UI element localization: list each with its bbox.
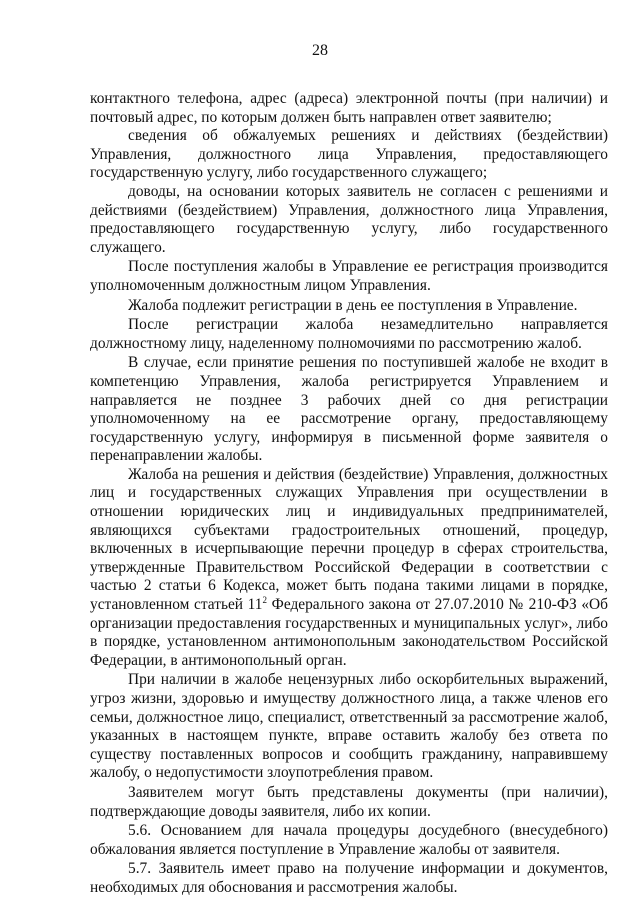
paragraph-appealed-decisions: сведения об обжалуемых решениях и действиях (бездействии) Управления, должностного лица Управления, предоставляющего государственную услугу, либо государственного служащего; [90, 127, 608, 182]
document-body [90, 90, 608, 898]
antimonopoly-text-before: Жалоба на решения и действия (бездействие) Управления, должностных лиц и государственных служащих Управления при осуществлении в отношении юридических лиц и индивидуальных предпринимателей, являющихся субъектами градостроительных отношений, процедур, включенных в исчерпывающие перечни процедур в сферах строительства, утвержденные Правительством Российской Федерации в соответствии с частью 2 статьи 6 Кодекса, может быть подана такими лицами в порядке, установленном статьей 11 [90, 465, 608, 614]
paragraph-antimonopoly [90, 466, 608, 671]
article-superscript: 2 [262, 594, 268, 605]
paragraph-documents: Заявителем могут быть представлены документы (при наличии), подтверждающие доводы заявителя, либо их копии. [90, 783, 608, 820]
paragraph-5-7: 5.7. Заявитель имеет право на получение информации и документов, необходимых для обоснования и рассмотрения жалобы. [90, 860, 608, 896]
page-number: 28 [312, 42, 328, 59]
paragraph-obscene-language: При наличии в жалобе нецензурных либо оскорбительных выражений, угроз жизни, здоровью и имуществу должностного лица, а также членов его семьи, должностное лицо, специалист, ответственный за рассмотрение жалоб, указанных в настоящем пункте, вправе оставить жалобу без ответа по существу поставленных вопросов и сообщить гражданину, направившему жалобу, о недопустимости злоупотребления правом. [90, 671, 608, 782]
antimonopoly-text-after: Федерального закона от 27.07.2010 № 210-ФЗ «Об организации предоставления государственных и муниципальных услуг», либо в порядке, установленном антимонопольным законодательством Российской Федерации, в антимонопольный орган. [90, 596, 608, 669]
paragraph-registration-day: Жалоба подлежит регистрации в день ее поступления в Управление. [128, 296, 578, 314]
paragraph-forwarding: После регистрации жалоба незамедлительно направляется должностному лицу, наделенному полномочиями по рассмотрению жалоб. [90, 316, 608, 352]
paragraph-5-6: 5.6. Основанием для начала процедуры досудебного (внесудебного) обжалования является поступление в Управление жалобы от заявителя. [90, 822, 608, 858]
paragraph-redirect: В случае, если принятие решения по поступившей жалобе не входит в компетенцию Управления, жалоба регистрируется Управлением и направляется не позднее 3 рабочих дней со дня регистрации уполномоченному на ее рассмотрение органу, предоставляющему государственную услугу, информируя в письменной форме заявителя о перенаправлении жалобы. [90, 354, 608, 465]
paragraph-arguments: доводы, на основании которых заявитель не согласен с решениями и действиями (бездействием) Управления, должностного лица Управления, предоставляющего государственную услугу, либо государственного служащего. [90, 182, 608, 256]
paragraph-contact-info: контактного телефона, адрес (адреса) электронной почты (при наличии) и почтовый адрес, по которым должен быть направлен ответ заявителю; [90, 90, 608, 126]
paragraph-registration: После поступления жалобы в Управление ее регистрация производится уполномоченным должностным лицом Управления. [90, 258, 608, 294]
